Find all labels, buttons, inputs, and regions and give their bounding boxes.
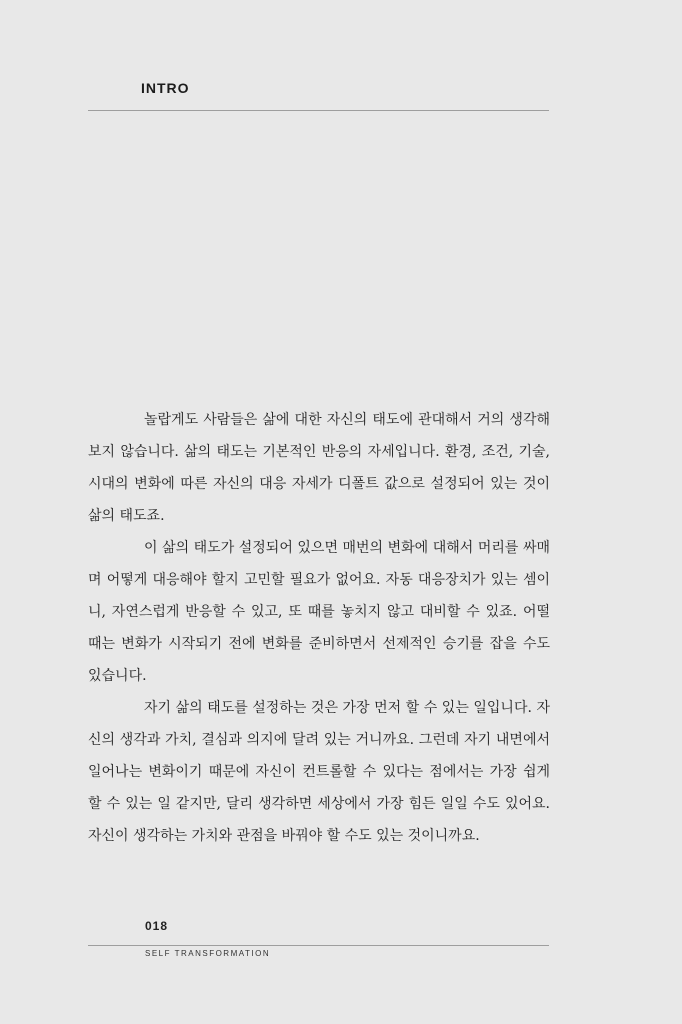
paragraph-2: 이 삶의 태도가 설정되어 있으면 매번의 변화에 대해서 머리를 싸매며 어떻게 대응해야 할지 고민할 필요가 없어요. 자동 대응장치가 있는 셈이니, 자연스럽게 반응할 수 있고, 또 때를 놓치지 않고 대비할 수 있죠. 어떨 때는 변화가 시작되기 전에 변화를 준비하면서 선제적인 승기를 잡을 수도 있습니다. (88, 540, 550, 684)
section-title: INTRO (141, 80, 190, 96)
paragraph-1: 놀랍게도 사람들은 삶에 대한 자신의 태도에 관대해서 거의 생각해 보지 않습니다. 삶의 태도는 기본적인 반응의 자세입니다. 환경, 조건, 기술, 시대의 변화에 따른 자신의 대응 자세가 디폴트 값으로 설정되어 있는 것이 삶의 태도죠. (88, 412, 550, 524)
footer-divider (88, 945, 549, 946)
paragraph-3: 자기 삶의 태도를 설정하는 것은 가장 먼저 할 수 있는 일입니다. 자신의 생각과 가치, 결심과 의지에 달려 있는 거니까요. 그런데 자기 내면에서 일어나는 변화이기 때문에 자신이 컨트롤할 수 있다는 점에서는 가장 쉽게 할 수 있는 일 같지만, 달리 생각하면 세상에서 가장 힘든 일일 수도 있어요. 자신이 생각하는 가치와 관점을 바꿔야 할 수도 있는 것이니까요. (88, 700, 550, 844)
book-title: SELF TRANSFORMATION (145, 949, 271, 958)
page-number: 018 (145, 919, 169, 933)
body-text (88, 404, 550, 852)
header-divider (88, 110, 549, 111)
